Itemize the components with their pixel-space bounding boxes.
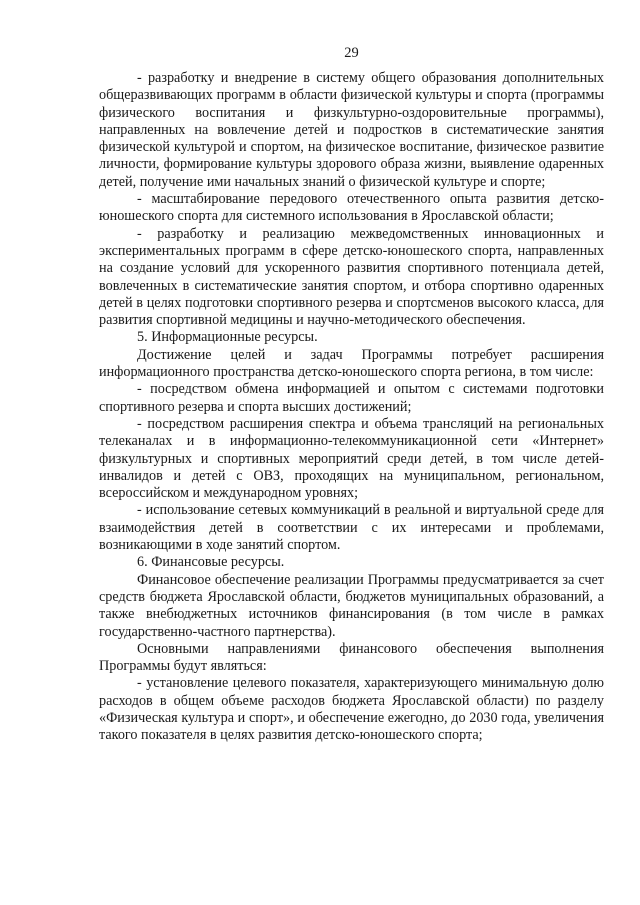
page-number: 29	[344, 45, 359, 61]
paragraph-5: Достижение целей и задач Программы потребует расширения информационного пространства детско-юношеского спорта региона, в том числе:	[99, 346, 604, 381]
paragraph-10: Финансовое обеспечение реализации Программы предусматривается за счет средств бюджета Ярославской области, бюджетов муниципальных образований, а также внебюджетных источников финансирования (в том числе в рамках государственно-частного партнерства).	[99, 571, 604, 640]
paragraph-11: Основными направлениями финансового обеспечения выполнения Программы будут являться:	[99, 640, 604, 675]
section-heading-financial-resources: 6. Финансовые ресурсы.	[137, 554, 285, 571]
paragraph-12: - установление целевого показателя, характеризующего минимальную долю расходов в общем объеме расходов бюджета Ярославской области) по разделу «Физическая культура и спорт», и обеспечение ежегодно, до 2030 года, увеличения такого показателя в целях развития детско-юношеского спорта;	[99, 675, 604, 744]
section-heading-information-resources: 5. Информационные ресурсы.	[137, 329, 318, 346]
paragraph-2: - масштабирование передового отечественного опыта развития детско-юношеского спорта для системного использования в Ярославской области;	[99, 191, 604, 225]
paragraph-3: - разработку и реализацию межведомственных инновационных и экспериментальных программ в сфере детско-юношеского спорта, направленных на создание условий для ускоренного развития спортивного потенциала детей, вовлеченных в систематические занятия спортом, и отбора спортивно одаренных детей в целях подготовки спортивного резерва и спортсменов высокого класса, для развития спортивной медицины и научно-методического обеспечения.	[99, 225, 604, 329]
paragraph-6: - посредством обмена информацией и опытом с системами подготовки спортивного резерва и спорта высших достижений;	[99, 381, 604, 415]
paragraph-7: - посредством расширения спектра и объема трансляций на региональных телеканалах и в информационно-телекоммуникационной сети «Интернет» физкультурных и спортивных мероприятий среди детей, в том числе детей-инвалидов и детей с ОВЗ, проходящих на муниципальном, региональном, всероссийском и международном уровнях;	[99, 415, 604, 502]
paragraph-8: - использование сетевых коммуникаций в реальной и виртуальной среде для взаимодействия детей в соответствии с их интересами и проблемами, возникающими в ходе занятий спортом.	[99, 502, 604, 554]
paragraph-1: - разработку и внедрение в систему общего образования дополнительных общеразвивающих программ в области физической культуры и спорта (программы физического воспитания и физкультурно-оздоровительные программы), направленных на вовлечение детей и подростков в систематические занятия физической культурой и спортом, на физическое воспитание, физическое развитие личности, формирование культуры здорового образа жизни, выявление одаренных детей, получение ими начальных знаний о физической культуре и спорте;	[99, 70, 604, 190]
document-page	[99, 44, 604, 745]
